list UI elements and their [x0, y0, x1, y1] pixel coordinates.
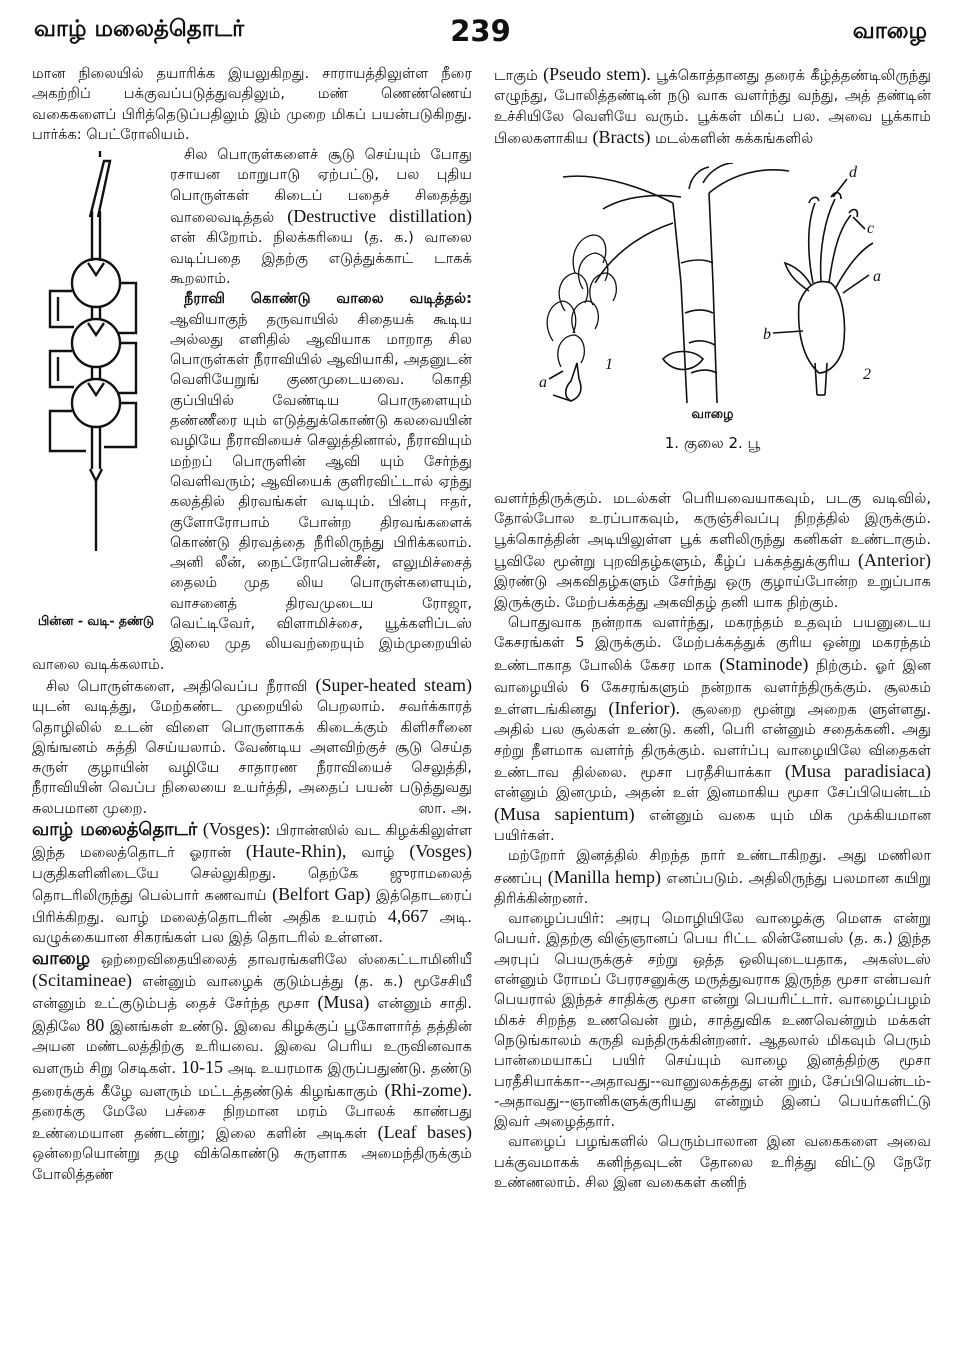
number: 80 — [86, 1014, 105, 1035]
text-run: வாழ் — [361, 844, 395, 862]
paragraph: மான நிலையில் தயாரிக்க இயலுகிறது. சாராயத்திலுள்ள நீரை அகற்றிப் பக்குவப்படுத்துவதிலும், மண் ணெண்ணெய் வகைகளைப் பிரித்தெடுப்பதிலும் இம் முறை மிகப் பயன்படுகிறது. பார்க்க: பெட்ரோலியம். — [32, 65, 472, 143]
paragraph — [494, 846, 931, 909]
text-run: மற்றோர் இனத்தில் சிறந்த நார் உண்டாகிறது. அது மணிலா சணப்பு — [494, 847, 931, 887]
figure-title: வாழை — [691, 407, 734, 423]
text-run: நிற்கும். ஓர் இன வாழையில் — [494, 656, 932, 696]
running-header-right: வாழை — [852, 18, 927, 44]
text-run: பொதுவாக நன்றாக வளர்ந்து, மகரந்தம் உதவும் பயனுடைய கேசரங்கள் 5 இருக்கும். மேற்பக்கத்துக் குரிய ஒன்று மகரந்தம் உண்டாகாத போலிக் கேசர மாக — [494, 613, 931, 674]
latin-term: (Super-heated steam) — [315, 674, 472, 695]
latin-term: (Anterior) — [858, 550, 931, 571]
latin-term: (Scitamineae) — [32, 970, 132, 991]
label-b: b — [762, 326, 771, 344]
text-run: யுடன் வடித்து, மேற்கண்ட முறையில் பெறலாம். சவர்க்காரத் தொழிலில் உடன் விளை பொருளாகக் கிடைக்கும் கிளிசரீனை இங்ஙனம் சுத்தி செய்யலாம். வேண்டிய அளவிற்குச் சூடு செய்த சுருள் குழாயின் வழியே சாதாரண நீராவியைச் செலுத்தி, நீராவியின் வெப்ப நிலையை உயர்த்தி, அதைப் பயன் படுத்துவது சுலபமான முறை. — [32, 698, 472, 817]
fractionating-column-figure — [32, 151, 160, 631]
latin-term: (Staminode) — [719, 653, 809, 674]
text-run: என்னும் சாதி. இதிலே — [32, 995, 473, 1035]
text-run: மடல்களின் கக்கங்களில் — [655, 129, 814, 147]
latin-term: (Pseudo stem). — [543, 64, 651, 84]
running-header — [34, 14, 927, 54]
text-run: என்னும் வகை யும் மிக முக்கியமான பயிர்கள். — [494, 806, 931, 844]
text-run: சில பொருள்களை, அதிவெப்ப நீராவி — [46, 677, 308, 695]
paragraph: வாழைப் பழங்களில் பெரும்பாலான இன வகைகளை அவை பக்குவமாகக் கனிந்தவுடன் தோலை உரித்து விட்டு நேரே உண்ணலாம். சில இன வகைகள் கனிந் — [494, 1133, 931, 1191]
text-run: பகுதிகளினிடையே செல்லுகிறது. தெற்கே ஜுராமலைத் தொடரிலிருந்து பெல்பார் கணவாய் — [32, 864, 472, 904]
running-header-left: வாழ் மலைத்தொடர் — [34, 16, 245, 42]
text-run: கேசரங்களும் நன்றாக வளர்ந்திருக்கும். சூலகம் உள்ளடங்கினது — [494, 678, 932, 719]
text-run: என்னும் வாழைக் குடும்பத்து (த. க.) மூசேசியீ என்னும் உட்குடும்பத் தைச் சேர்ந்த மூசா — [32, 973, 472, 1013]
label-2: 2 — [862, 366, 871, 384]
latin-term: (Musa) — [317, 992, 370, 1013]
text-run: இனங்கள் உண்டு. இவை கிழக்குப் பூகோளார்த் தத்தின் அயன மண்டலத்திற்கு உரியவை. இவை பெரிய உருவினவாக வளரும் சிறு செடிகள். — [32, 1017, 473, 1078]
latin-term: (Bracts) — [592, 126, 651, 147]
entry-heading: வாழை — [32, 947, 91, 969]
text-run: வளர்ந்திருக்கும். மடல்கள் பெரியவையாகவும், படகு வடிவில், தோல்போல உரப்பாகவும், கருஞ்சிவப்பு நிறத்தில் இருக்கும். பூக்கொத்தின் அடியிலுள்ள பூக் களிலிருந்து கனிகள் உண்டாகும். பூவிலே மூன்று புறவிதழ்களும், கீழ்ப் பக்கத்துக்குரிய — [494, 490, 931, 571]
label-a: a — [872, 268, 881, 286]
author-initials: ஸா. அ. — [418, 799, 472, 817]
text-run: தரைக்கு மேலே பச்சை நிறமான மரம் போலக் காண்பது உண்மையான தண்டன்று; இலை களின் அடிகள் — [32, 1102, 472, 1143]
left-column — [32, 64, 472, 1185]
text-run: இத்தொடரைப் பிரிக்கிறது. வாழ் மலைத்தொடரின் அதிக உயரம் — [32, 886, 473, 927]
number: 6 — [580, 675, 590, 696]
label-1: 1 — [604, 356, 613, 374]
entry-heading: வாழ் மலைத்தொடர் — [32, 818, 198, 840]
right-column — [494, 64, 931, 1193]
paragraph — [494, 909, 931, 1132]
text-run: என் கிறோம். நிலக்கரியை (த. க.) வாலை வடிப்பதை இதற்கு எடுத்துக்காட் டாகக் கூறலாம். — [170, 229, 472, 287]
subheading: வாழைப்பயிர்: — [508, 910, 605, 928]
fractionating-column-drawing — [32, 151, 160, 591]
paragraph — [494, 489, 931, 613]
text-run: பிரான்ஸில் வட கிழக்கிலுள்ள இந்த மலைத்தொடர் ஓரான் — [32, 821, 473, 862]
text-run: சில பொருள்களைச் சூடு செய்யும் போது ரசாயன மாறுபாடு ஏற்பட்டு, பல புதிய பொருள்கள் கிடைப் பதைச் சிதைத்து வாலைவடித்தல் — [170, 146, 472, 227]
paragraph — [494, 64, 931, 149]
latin-term: (Vosges) — [409, 841, 472, 862]
number: 10-15 — [181, 1057, 224, 1078]
banana-illustration — [513, 163, 913, 403]
latin-term: (Musa paradisiaca) — [784, 761, 932, 782]
latin-term: (Leaf bases) — [377, 1122, 472, 1143]
latin-term: (Rhi-zome). — [384, 1079, 473, 1100]
text-run: பூக்கொத்தானது தரைக் கீழ்த்தண்டிலிருந்து எழுந்து, போலித்தண்டின் நடு வாக வளர்ந்து வந்து, அத் தண்டின் உச்சியிலே வெளியே வரும். பூக்கள் மிகப் பல. அவை பூக்காம் பிலைகளாகிய — [494, 67, 931, 147]
latin-term: (Belfort Gap) — [272, 883, 371, 904]
text-run: டாகும் — [494, 67, 538, 84]
figure-caption: பின்ன - வடி- தண்டு — [37, 613, 155, 629]
text-run: ஒன்றையொன்று தழு விக்கொண்டு சுருளாக அமைந்திருக்கும் போலித்தண் — [32, 1145, 472, 1183]
text-run: ஆவியாகுந் தருவாயில் சிதையக் கூடிய அல்லது எளிதில் ஆவியாக மாறாத சில பொருள்கள் நீராவியில் ஆவியாகி, அதனுடன் வெளியேறுங் குணமுடையவை. கொதி குப்பியில் வேண்டிய பொருளையும் தண்ணீரை யும் எடுத்துக்கொண்டு கலவையின் வழியே நீராவியைச் செலுத்தினால், நீராவியும் மற்றப் பொருளின் ஆவி யும் சேர்ந்து வெளிவரும்; ஆவியைக் குளிரவிட்டால் ஏந்து கலத்தில் திரவங்கள் வடியும். பின்பு ஈதர், குளோரோபாம் போன்ற திரவங்களைக் கொண்டு திரவத்தை நீரிலிருந்து பிரிக்கலாம். அனி லீன், நைட்ரோபென்சீன், எலுமிச்சைத் தைலம் முத லிய பொருள்களையும், வாசனைத் திரவமுடைய ரோஜா, வெட்டிவேர், விளாமிச்சை, யூக்களிப்டஸ் இலை முத லியவற்றையும் இம்முறையில் வாலை வடிக்கலாம். — [32, 310, 472, 673]
text-run: எனப்படும். அதிலிருந்து பலமான கயிறு திரிக்கின்றனர். — [494, 869, 931, 907]
subheading: நீராவி கொண்டு வாலை வடித்தல்: — [184, 290, 472, 308]
latin-term: (Manilla hemp) — [547, 866, 662, 887]
text-run: என்னும் இனமும், அதன் உள் இனமாகிய மூசா சேப்பியென்டம் — [494, 784, 931, 802]
latin-term: (Destructive distillation) — [287, 206, 472, 227]
latin-term: (Haute-Rhin), — [245, 841, 347, 862]
paragraph — [32, 675, 472, 819]
latin-term: (Vosges): — [202, 818, 271, 839]
text-run: அடி. வழுக்கையான சிகரங்கள் பல இத் தொடரில் உள்ளன. — [32, 909, 473, 947]
label-d: d — [848, 164, 857, 182]
text-run: ஒற்றைவிதையிலைத் தாவரங்களிலே ஸ்கைட்டாமினியீ — [100, 950, 473, 968]
latin-term: (Musa sapientum) — [494, 803, 635, 824]
number: 4,667 — [387, 906, 429, 927]
label-c: c — [866, 220, 874, 238]
entry-vazhai — [32, 949, 472, 1185]
text-run: சூலறை மூன்று அறைக ளுள்ளது. அதில் பல சூல்கள் உண்டு. கனி, பெரி என்னும் சதைக்கனி. அது சற்று நீளமாக வளர்ந் திருக்கும். வளர்ப்பு வாழையிலே விதைகள் உண்டாவ தில்லை. மூசா பரதீசியாக்கா — [494, 701, 932, 782]
latin-term: (Inferior). — [608, 698, 680, 719]
text-run: இரண்டு அகவிதழ்களும் சேர்ந்து ஒரு குழாய்போன்ற உறுப்பாக இருக்கும். மேற்பக்கத்து அகவிதழ் தனி யாக நிற்கும். — [494, 573, 931, 611]
text-run: அடி உயரமாக இருப்பதுண்டு. தண்டு தரைக்குக் கீழே வளரும் மட்டத்தண்டுக் கிழங்காகும் — [32, 1060, 473, 1100]
page-number: 239 — [450, 14, 511, 48]
label-a: a — [538, 374, 547, 392]
paragraph — [494, 613, 931, 846]
text-run: அரபு மொழியிலே வாழைக்கு மௌசு என்று பெயர். இதற்கு விஞ்ஞானப் பெய ரிட்ட லின்னேயஸ் (த. க.) இந்த அரபுப் பெயருக்குச் சற்று ஒத்த ஒலியுடையதாக, அகஸ்டஸ் என்னும் ரோமப் பேரரசனுக்கு மருத்துவராக இருந்த மூசா என்பவர் பெயரால் இந்தச் சாதிக்கு மூசா என்று பெயரிட்டார். வாழைப்பழம் மிகச் சிறந்த உணவென் றும், சாத்துவிக உணவென்றும் மக்கள் நெடுங்காலம் கருதி வந்திருக்கின்றனர். ஆதலால் மிகவும் பெரும் பான்மையாகப் பயிர் செய்யும் வாழை இனத்திற்கு மூசா பரதீசியாக்கா--அதாவது--வானுலகத்தது என் றும், சேப்பியென்டம்--அதாவது--ஞானிகளுக்குரியது என்றும் இனப் பெயர்களிட்டு இவர் அழைத்தார். — [494, 910, 931, 1131]
entry-vosges — [32, 819, 472, 949]
banana-figure — [494, 163, 931, 481]
figure-subtitle: 1. குலை 2. பூ — [664, 434, 761, 453]
